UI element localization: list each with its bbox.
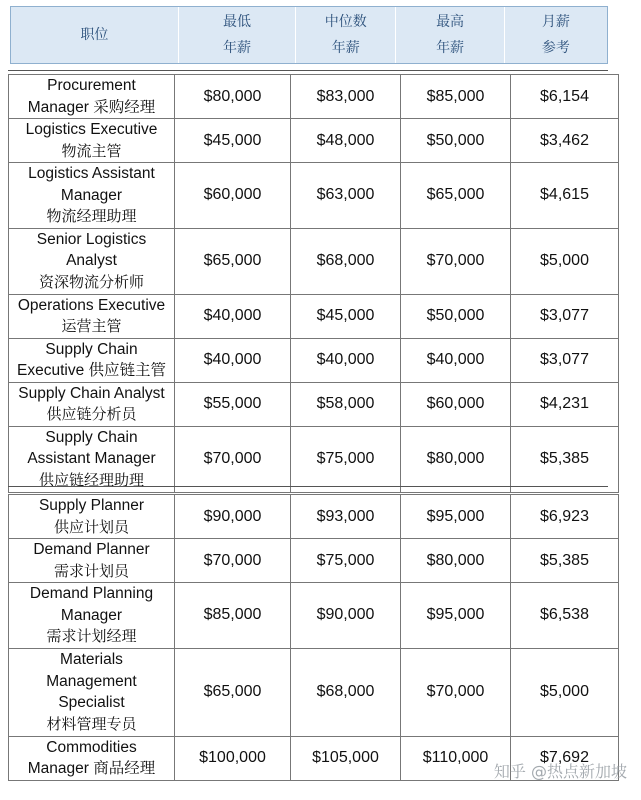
position-cell	[9, 648, 175, 736]
min-salary-cell: $60,000	[175, 163, 291, 229]
position-line: Supply Chain	[45, 428, 138, 446]
position-line: Operations Executive	[17, 296, 166, 314]
max-salary-cell: $110,000	[401, 736, 511, 780]
header-median-salary	[296, 7, 396, 63]
position-line: 运营主管	[61, 317, 122, 335]
min-salary-cell: $90,000	[175, 495, 291, 539]
position-line: Manager 采购经理	[27, 98, 156, 116]
salary-table-part2	[8, 494, 619, 781]
header-max-line2: 年薪	[436, 40, 465, 56]
median-salary-cell: $105,000	[291, 736, 401, 780]
table-row	[9, 539, 619, 583]
position-line: Logistics Executive	[25, 121, 158, 138]
max-salary-cell: $40,000	[401, 338, 511, 382]
position-cell	[9, 495, 175, 539]
table-row	[9, 495, 619, 539]
max-salary-cell: $95,000	[401, 495, 511, 539]
position-line: Specialist	[58, 694, 125, 711]
monthly-salary-cell: $5,000	[511, 228, 619, 294]
median-salary-cell: $93,000	[291, 495, 401, 539]
monthly-salary-cell: $6,538	[511, 583, 619, 649]
median-salary-cell: $90,000	[291, 583, 401, 649]
header-min-line1: 最低	[222, 14, 251, 30]
table-row	[9, 75, 619, 119]
position-line: Materials	[60, 651, 123, 668]
header-monthly-salary	[505, 7, 607, 63]
max-salary-cell: $70,000	[401, 228, 511, 294]
monthly-salary-cell: $3,077	[511, 294, 619, 338]
watermark: 知乎 @热点新加坡	[493, 762, 627, 781]
table-row	[9, 163, 619, 229]
position-line: Commodities	[46, 738, 137, 756]
min-salary-cell: $40,000	[175, 294, 291, 338]
max-salary-cell: $65,000	[401, 163, 511, 229]
position-line: Senior Logistics	[36, 230, 147, 248]
salary-table-part1	[8, 74, 619, 493]
max-salary-cell: $50,000	[401, 294, 511, 338]
max-salary-cell: $50,000	[401, 119, 511, 163]
header-monthly-line2: 参考	[541, 40, 570, 56]
min-salary-cell: $80,000	[175, 75, 291, 119]
median-salary-cell: $75,000	[291, 426, 401, 492]
position-cell	[9, 119, 175, 163]
header-monthly-line1: 月薪	[541, 14, 570, 30]
position-cell	[9, 539, 175, 583]
position-line: 物流主管	[61, 141, 122, 160]
monthly-salary-cell: $6,923	[511, 495, 619, 539]
position-cell	[9, 294, 175, 338]
median-salary-cell: $63,000	[291, 163, 401, 229]
position-line: Procurement	[47, 77, 136, 94]
min-salary-cell: $65,000	[175, 228, 291, 294]
divider-line	[8, 70, 608, 71]
min-salary-cell: $70,000	[175, 539, 291, 583]
min-salary-cell: $45,000	[175, 119, 291, 163]
position-line: 物流经理助理	[46, 207, 137, 225]
max-salary-cell: $80,000	[401, 539, 511, 583]
monthly-salary-cell: $6,154	[511, 75, 619, 119]
table-row	[9, 294, 619, 338]
min-salary-cell: $55,000	[175, 382, 291, 426]
position-cell	[9, 382, 175, 426]
table-row	[9, 382, 619, 426]
monthly-salary-cell: $5,385	[511, 539, 619, 583]
monthly-salary-cell: $5,000	[511, 648, 619, 736]
position-line: 材料管理专员	[46, 714, 137, 733]
max-salary-cell: $80,000	[401, 426, 511, 492]
position-line: 需求计划员	[53, 561, 129, 580]
monthly-salary-cell: $3,077	[511, 338, 619, 382]
position-line: 供应链分析员	[46, 405, 137, 423]
position-line: Analyst	[66, 252, 117, 270]
max-salary-cell: $70,000	[401, 648, 511, 736]
median-salary-cell: $48,000	[291, 119, 401, 163]
position-cell	[9, 426, 175, 492]
header-min-salary	[179, 7, 296, 63]
position-line: Supply Planner	[38, 497, 145, 514]
median-salary-cell: $58,000	[291, 382, 401, 426]
position-line: Supply Chain Analyst	[18, 384, 165, 402]
min-salary-cell: $85,000	[175, 583, 291, 649]
max-salary-cell: $95,000	[401, 583, 511, 649]
position-line: 供应链经理助理	[38, 470, 144, 489]
position-cell	[9, 75, 175, 119]
table-row	[9, 119, 619, 163]
min-salary-cell: $70,000	[175, 426, 291, 492]
header-position	[11, 7, 179, 63]
median-salary-cell: $45,000	[291, 294, 401, 338]
table-header	[10, 6, 608, 64]
position-line: Logistics Assistant	[28, 165, 155, 182]
table-row	[9, 426, 619, 492]
divider-line	[8, 486, 608, 487]
position-line: 资深物流分析师	[38, 272, 144, 291]
position-line: 供应计划员	[53, 517, 129, 536]
header-max-line1: 最高	[436, 14, 465, 30]
header-min-line2: 年薪	[222, 40, 251, 56]
position-cell	[9, 583, 175, 649]
position-line: Demand Planner	[33, 541, 150, 558]
monthly-salary-cell: $7,692	[511, 736, 619, 780]
max-salary-cell: $60,000	[401, 382, 511, 426]
table-row	[9, 648, 619, 736]
position-line: Management	[46, 672, 137, 690]
monthly-salary-cell: $4,615	[511, 163, 619, 229]
median-salary-cell: $68,000	[291, 648, 401, 736]
median-salary-cell: $75,000	[291, 539, 401, 583]
header-median-line2: 年薪	[331, 40, 360, 56]
position-line: Executive 供应链主管	[16, 362, 166, 379]
position-line: Demand Planning	[29, 585, 154, 602]
monthly-salary-cell: $3,462	[511, 119, 619, 163]
monthly-salary-cell: $4,231	[511, 382, 619, 426]
median-salary-cell: $83,000	[291, 75, 401, 119]
table-row	[9, 228, 619, 294]
table-row	[9, 338, 619, 382]
median-salary-cell: $40,000	[291, 338, 401, 382]
min-salary-cell: $65,000	[175, 648, 291, 736]
max-salary-cell: $85,000	[401, 75, 511, 119]
header-max-salary	[396, 7, 504, 63]
min-salary-cell: $100,000	[175, 736, 291, 780]
position-line: 需求计划经理	[46, 627, 137, 645]
min-salary-cell: $40,000	[175, 338, 291, 382]
position-cell	[9, 736, 175, 780]
header-position-label: 职位	[80, 27, 109, 43]
position-cell	[9, 338, 175, 382]
position-line: Manager	[60, 186, 123, 204]
monthly-salary-cell: $5,385	[511, 426, 619, 492]
position-line: Assistant Manager	[27, 450, 156, 468]
position-line: Supply Chain	[45, 340, 138, 358]
position-line: Manager	[60, 606, 123, 624]
table-row	[9, 583, 619, 649]
position-cell	[9, 228, 175, 294]
position-cell	[9, 163, 175, 229]
median-salary-cell: $68,000	[291, 228, 401, 294]
position-line: Manager 商品经理	[27, 760, 156, 777]
header-median-line1: 中位数	[324, 14, 367, 30]
